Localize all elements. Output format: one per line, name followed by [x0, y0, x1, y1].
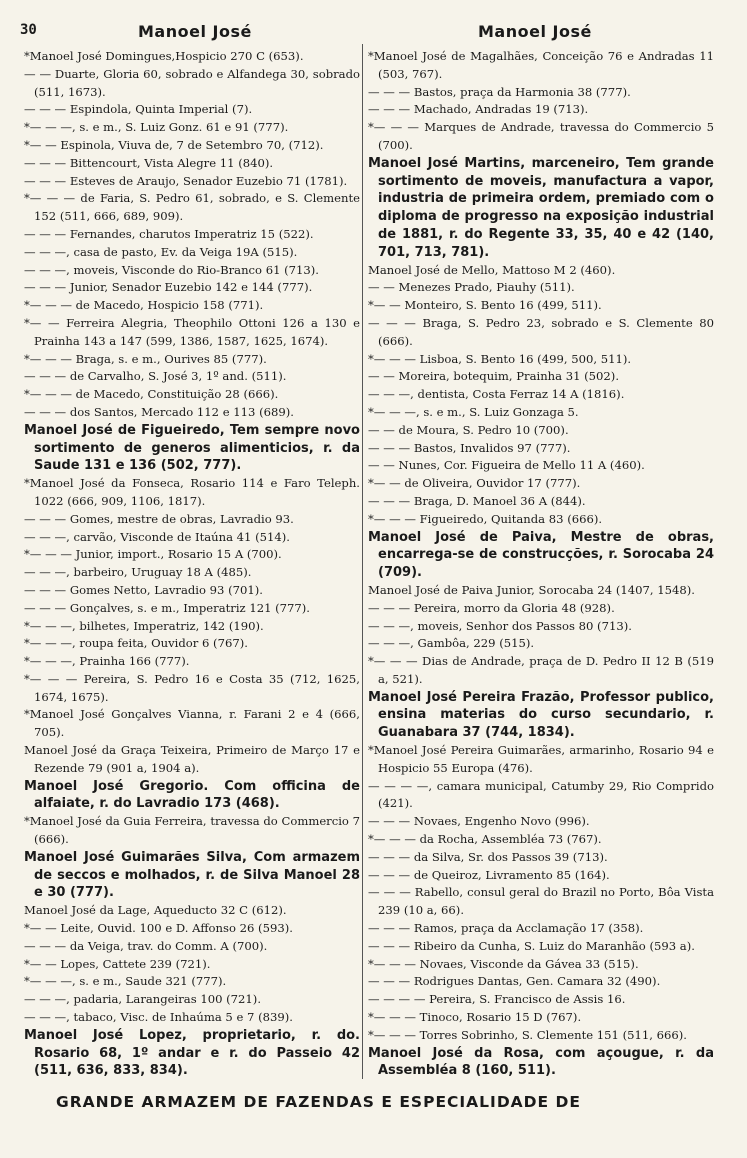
- directory-entry: Manoel José Pereira Frazão, Professor publico, ensina materias do curso secundario, r. Guanabara 37 (744, 1834).: [368, 689, 714, 741]
- directory-entry: *— — —, s. e m., Saude 321 (777).: [24, 974, 227, 989]
- directory-entry: — — —, moveis, Visconde do Rio-Branco 61 (713).: [24, 262, 319, 277]
- directory-entry: — — — — Pereira, S. Francisco de Assis 16.: [368, 992, 626, 1007]
- directory-entry: Manoel José Gregorio. Com officina de alfaiate, r. do Lavradio 173 (468).: [24, 778, 360, 812]
- directory-entry: — — — Esteves de Araujo, Senador Euzebio 71 (1781).: [24, 173, 348, 188]
- directory-entry: Manoel José Lopez, proprietario, r. do. Rosario 68, 1º andar e r. do Passeio 42 (511, 636, 833, 834).: [24, 1027, 360, 1078]
- directory-entry: — — — Ramos, praça da Acclamação 17 (358).: [368, 921, 644, 936]
- directory-entry: *Manoel José Pereira Guimarães, armarinho, Rosario 94 e Hospicio 55 Europa (476).: [368, 743, 714, 775]
- directory-entry: — — Duarte, Gloria 60, sobrado e Alfandega 30, sobrado (511, 1673).: [24, 66, 360, 99]
- running-header-right: Manoel José: [478, 22, 592, 41]
- directory-entry: *— — Leite, Ouvid. 100 e D. Affonso 26 (593).: [24, 921, 293, 936]
- directory-entry: *— — — de Macedo, Hospicio 158 (771).: [24, 298, 264, 313]
- directory-entry: — — — Pereira, morro da Gloria 48 (928).: [368, 600, 615, 615]
- directory-entry: — — — Braga, S. Pedro 23, sobrado e S. Clemente 80 (666).: [368, 315, 714, 348]
- directory-entry: — — — Gomes Netto, Lavradio 93 (701).: [24, 582, 263, 597]
- directory-entry: *Manoel José da Fonseca, Rosario 114 e Faro Teleph. 1022 (666, 909, 1106, 1817).: [24, 476, 360, 508]
- directory-entry: *Manoel José Gonçalves Vianna, r. Farani 2 e 4 (666, 705).: [24, 707, 360, 740]
- directory-entry: — — — —, camara municipal, Catumby 29, Rio Comprido (421).: [368, 778, 714, 811]
- directory-entry: *— — de Oliveira, Ouvidor 17 (777).: [368, 476, 581, 491]
- directory-entry: — — —, tabaco, Visc. de Inhaúma 5 e 7 (839).: [24, 1010, 293, 1025]
- directory-entry: Manoel José de Mello, Mattoso M 2 (460).: [368, 262, 616, 277]
- directory-entry: *— — Ferreira Alegria, Theophilo Ottoni 126 a 130 e Prainha 143 a 147 (599, 1386, 1587, 1625, 1674).: [24, 315, 360, 348]
- directory-entry: — — —, Gambôa, 229 (515).: [368, 636, 535, 651]
- directory-entry: — — —, dentista, Costa Ferraz 14 A (1816).: [368, 387, 625, 402]
- directory-entry: Manoel José da Graça Teixeira, Primeiro de Março 17 e Rezende 79 (901 a, 1904 a).: [24, 743, 360, 775]
- left-column: [24, 48, 360, 1078]
- directory-entry: *— — — Dias de Andrade, praça de D. Pedro II 12 B (519 a, 521).: [368, 654, 714, 686]
- directory-entry: — — — de Carvalho, S. José 3, 1º and. (511).: [24, 369, 287, 384]
- directory-entry: *— — —, roupa feita, Ouvidor 6 (767).: [24, 636, 248, 651]
- directory-entry: — — — Junior, Senador Euzebio 142 e 144 (777).: [24, 280, 313, 295]
- directory-entry: — — — Bittencourt, Vista Alegre 11 (840).: [24, 155, 274, 170]
- directory-entry: *— — Monteiro, S. Bento 16 (499, 511).: [368, 298, 602, 313]
- directory-entry: *— — — Novaes, Visconde da Gávea 33 (515).: [368, 956, 639, 971]
- directory-entry: *— — — Torres Sobrinho, S. Clemente 151 (511, 666).: [368, 1027, 687, 1042]
- directory-entry: — — — da Veiga, trav. do Comm. A (700).: [24, 938, 268, 953]
- directory-entry: *— — — Junior, import., Rosario 15 A (700).: [24, 547, 282, 562]
- directory-entry: *Manoel José de Magalhães, Conceição 76 e Andradas 11 (503, 767).: [368, 49, 714, 81]
- directory-entry: — — — de Queiroz, Livramento 85 (164).: [368, 867, 610, 882]
- directory-entry: — — — Espindola, Quinta Imperial (7).: [24, 102, 253, 117]
- directory-entry: Manoel José de Paiva, Mestre de obras, encarrega-se de construcções, r. Sorocaba 24 (709).: [368, 529, 714, 581]
- directory-entry: *— — —, bilhetes, Imperatriz, 142 (190).: [24, 618, 264, 633]
- running-header-left: Manoel José: [138, 22, 252, 41]
- column-divider: [362, 44, 363, 1079]
- directory-entry: — — — Fernandes, charutos Imperatriz 15 (522).: [24, 226, 314, 241]
- directory-entry: — — —, barbeiro, Uruguay 18 A (485).: [24, 565, 252, 580]
- directory-entry: — — — Ribeiro da Cunha, S. Luiz do Maranhão (593 a).: [368, 938, 695, 953]
- directory-entry: *Manoel José Domingues,Hospicio 270 C (653).: [24, 49, 304, 63]
- directory-entry: — — — Rabello, consul geral do Brazil no Porto, Bôa Vista 239 (10 a, 66).: [368, 885, 714, 918]
- directory-entry: — — — Rodrigues Dantas, Gen. Camara 32 (490).: [368, 974, 661, 989]
- directory-entry: — — —, padaria, Larangeiras 100 (721).: [24, 992, 262, 1007]
- footer-banner: GRANDE ARMAZEM DE FAZENDAS E ESPECIALIDADE DE: [56, 1093, 581, 1111]
- directory-entry: *— — —, Prainha 166 (777).: [24, 654, 190, 669]
- directory-entry: — — — Gonçalves, s. e m., Imperatriz 121 (777).: [24, 600, 310, 615]
- directory-entry: — — — da Silva, Sr. dos Passos 39 (713).: [368, 849, 608, 864]
- directory-entry: *— — — de Macedo, Constituição 28 (666).: [24, 387, 279, 402]
- right-column: [368, 48, 714, 1078]
- directory-entry: *— — Espinola, Viuva de, 7 de Setembro 70, (712).: [24, 137, 324, 152]
- directory-entry: *— — Lopes, Cattete 239 (721).: [24, 956, 211, 971]
- directory-entry: *— — — da Rocha, Assembléa 73 (767).: [368, 832, 602, 847]
- directory-entry: — — —, carvão, Visconde de Itaúna 41 (514).: [24, 529, 290, 544]
- directory-entry: Manoel José de Figueiredo, Tem sempre novo sortimento de generos alimenticios, r. da Saude 131 e 136 (502, 777).: [24, 422, 360, 474]
- directory-entry: *Manoel José da Guia Ferreira, travessa do Commercio 7 (666).: [24, 814, 360, 847]
- directory-entry: Manoel José da Lage, Aqueducto 32 C (612).: [24, 903, 287, 918]
- directory-entry: *— — — Figueiredo, Quitanda 83 (666).: [368, 511, 603, 526]
- directory-entry: Manoel José Martins, marceneiro, Tem grande sortimento de moveis, manufactura a vapor, industria de primeira ordem, premiado com o diploma de progresso na exposição industrial de 1881, r. do Regente 33, 35, 40 e 42 (140, 701, 713, 781).: [368, 155, 714, 260]
- directory-entry: — — Moreira, botequim, Prainha 31 (502).: [368, 369, 620, 384]
- directory-entry: — — de Moura, S. Pedro 10 (700).: [368, 422, 569, 437]
- directory-entry: *— — — Marques de Andrade, travessa do Commercio 5 (700).: [368, 120, 714, 152]
- directory-entry: *— — — Lisboa, S. Bento 16 (499, 500, 511).: [368, 351, 632, 366]
- directory-entry: Manoel José da Rosa, com açougue, r. da Assembléa 8 (160, 511).: [368, 1045, 714, 1078]
- directory-entry: — — — Machado, Andradas 19 (713).: [368, 102, 589, 117]
- directory-entry: — — —, moveis, Senhor dos Passos 80 (713).: [368, 618, 632, 633]
- directory-entry: — — — Bastos, Invalidos 97 (777).: [368, 440, 571, 455]
- directory-entry: — — Nunes, Cor. Figueira de Mello 11 A (460).: [368, 458, 645, 473]
- directory-entry: Manoel José de Paiva Junior, Sorocaba 24 (1407, 1548).: [368, 582, 695, 597]
- directory-entry: — — — Braga, D. Manoel 36 A (844).: [368, 493, 586, 508]
- directory-entry: — — — Novaes, Engenho Novo (996).: [368, 814, 590, 829]
- directory-entry: Manoel José Guimarães Silva, Com armazem de seccos e molhados, r. de Silva Manoel 28 e 30 (777).: [24, 849, 360, 901]
- directory-entry: *— — — Pereira, S. Pedro 16 e Costa 35 (712, 1625, 1674, 1675).: [24, 671, 360, 704]
- directory-entry: *— — — Tinoco, Rosario 15 D (767).: [368, 1010, 582, 1025]
- directory-entry: — — — dos Santos, Mercado 112 e 113 (689).: [24, 404, 294, 419]
- directory-entry: *— — —, s. e m., S. Luiz Gonz. 61 e 91 (777).: [24, 120, 289, 135]
- directory-entry: — — —, casa de pasto, Ev. da Veiga 19A (515).: [24, 244, 298, 259]
- directory-entry: — — — Bastos, praça da Harmonia 38 (777).: [368, 84, 631, 99]
- directory-entry: *— — — de Faria, S. Pedro 61, sobrado, e S. Clemente 152 (511, 666, 689, 909).: [24, 191, 360, 224]
- directory-entry: *— — — Braga, s. e m., Ourives 85 (777).: [24, 351, 267, 366]
- directory-entry: — — — Gomes, mestre de obras, Lavradio 93.: [24, 511, 294, 526]
- page-number: 30: [20, 22, 37, 38]
- directory-entry: *— — —, s. e m., S. Luiz Gonzaga 5.: [368, 404, 579, 419]
- directory-entry: — — Menezes Prado, Piauhy (511).: [368, 280, 575, 295]
